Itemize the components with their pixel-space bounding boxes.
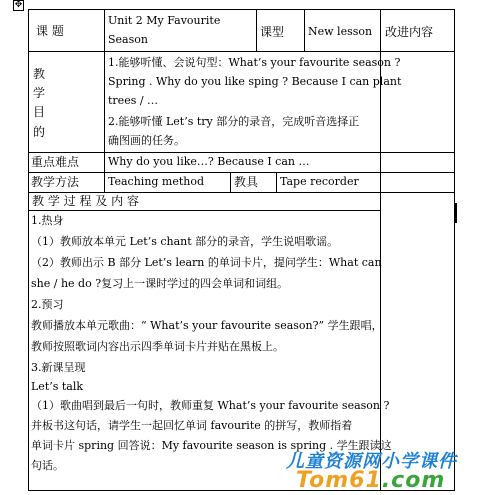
- goals-label-char-4: 的: [33, 125, 46, 139]
- process-line-9: Let’s talk: [31, 380, 84, 393]
- process-line-2: （1）教师放本单元 Let’s chant 部分的录音，学生说唱歌谣。: [31, 235, 339, 248]
- keypoints-value: Why do you like…? Because I can …: [108, 155, 310, 168]
- goals-line-4: 2.能够听懂 Let’s try 部分的录音，完成听音选择正: [108, 115, 360, 128]
- process-line-5: 2.预习: [31, 298, 64, 311]
- tools-value: Tape recorder: [280, 175, 359, 188]
- tools-label: 教具: [234, 175, 259, 189]
- type-value-left-border: [304, 9, 305, 52]
- process-line-8: 3.新课呈现: [31, 361, 86, 374]
- watermark-logo-domain: .com: [381, 468, 446, 493]
- tools-value-left-border: [276, 172, 277, 193]
- tools-label-left-border: [230, 172, 231, 193]
- process-heading: 教 学 过 程 及 内 容: [32, 194, 139, 208]
- methods-label: 教学方法: [31, 175, 80, 189]
- row-end-marker: [455, 203, 457, 223]
- table-right-border: [454, 9, 455, 491]
- methods-value: Teaching method: [108, 175, 205, 188]
- goals-label-char-1: 教: [33, 67, 46, 81]
- goals-bottom-border: [28, 152, 454, 153]
- label-column-border: [104, 9, 105, 193]
- watermark-logo: [296, 468, 445, 493]
- type-label-left-border: [256, 9, 257, 52]
- improve-content-label: 改进内容: [385, 25, 434, 39]
- table-move-handle-icon[interactable]: ✥: [14, 0, 23, 10]
- unit-title-line2: Season: [108, 33, 148, 46]
- watermark-logo-main: Tom61: [296, 468, 382, 493]
- process-line-4: she / he do ?复习上一课时学过的四会单词和词组。: [31, 277, 289, 290]
- goals-line-3: trees / …: [108, 94, 159, 107]
- goals-label-char-2: 学: [33, 86, 46, 100]
- table-left-border: [28, 9, 29, 491]
- row1-bottom-border: [28, 51, 454, 52]
- watermark-site-name: 儿童资源网小学课件: [286, 451, 457, 472]
- process-line-13: 句话。: [31, 459, 64, 472]
- keypoints-bottom-border: [28, 172, 454, 173]
- lesson-type-value: New lesson: [308, 25, 373, 38]
- process-line-1: 1.热身: [31, 214, 64, 227]
- lesson-type-label: 课型: [260, 25, 285, 39]
- keypoints-label: 重点难点: [31, 155, 80, 169]
- goals-line-1: 1.能够听懂、会说句型：What’s your favourite season ?: [108, 56, 401, 69]
- goals-line-2: Spring . Why do you like sping ? Because I can plant: [108, 75, 402, 88]
- process-line-10: （1）歌曲唱到最后一句时，教师重复 What’s your favourite season ?: [31, 399, 390, 412]
- heading-bottom-border: [28, 210, 380, 211]
- goals-line-5: 确图画的任务。: [108, 134, 185, 147]
- goals-label-char-3: 目: [33, 105, 46, 119]
- process-line-6: 教师播放本单元歌曲：“ What’s your favourite season?” 学生跟唱，: [31, 319, 383, 332]
- process-line-12: 单词卡片 spring 回答说：My favourite season is spring . 学生跟读这: [31, 439, 392, 452]
- unit-title-line1: Unit 2 My Favourite: [108, 14, 221, 27]
- process-line-7: 教师按照歌词内容出示四季单词卡片并贴在黑板上。: [31, 340, 284, 353]
- topic-label: 课 题: [36, 24, 64, 38]
- table-top-border: [28, 9, 454, 10]
- process-line-11: 并板书这句话，请学生一起回忆单词 favourite 的拼写，教师指着: [31, 419, 353, 432]
- process-line-3: （2）教师出示 B 部分 Let’s learn 的单词卡片，提问学生：What can: [31, 256, 382, 269]
